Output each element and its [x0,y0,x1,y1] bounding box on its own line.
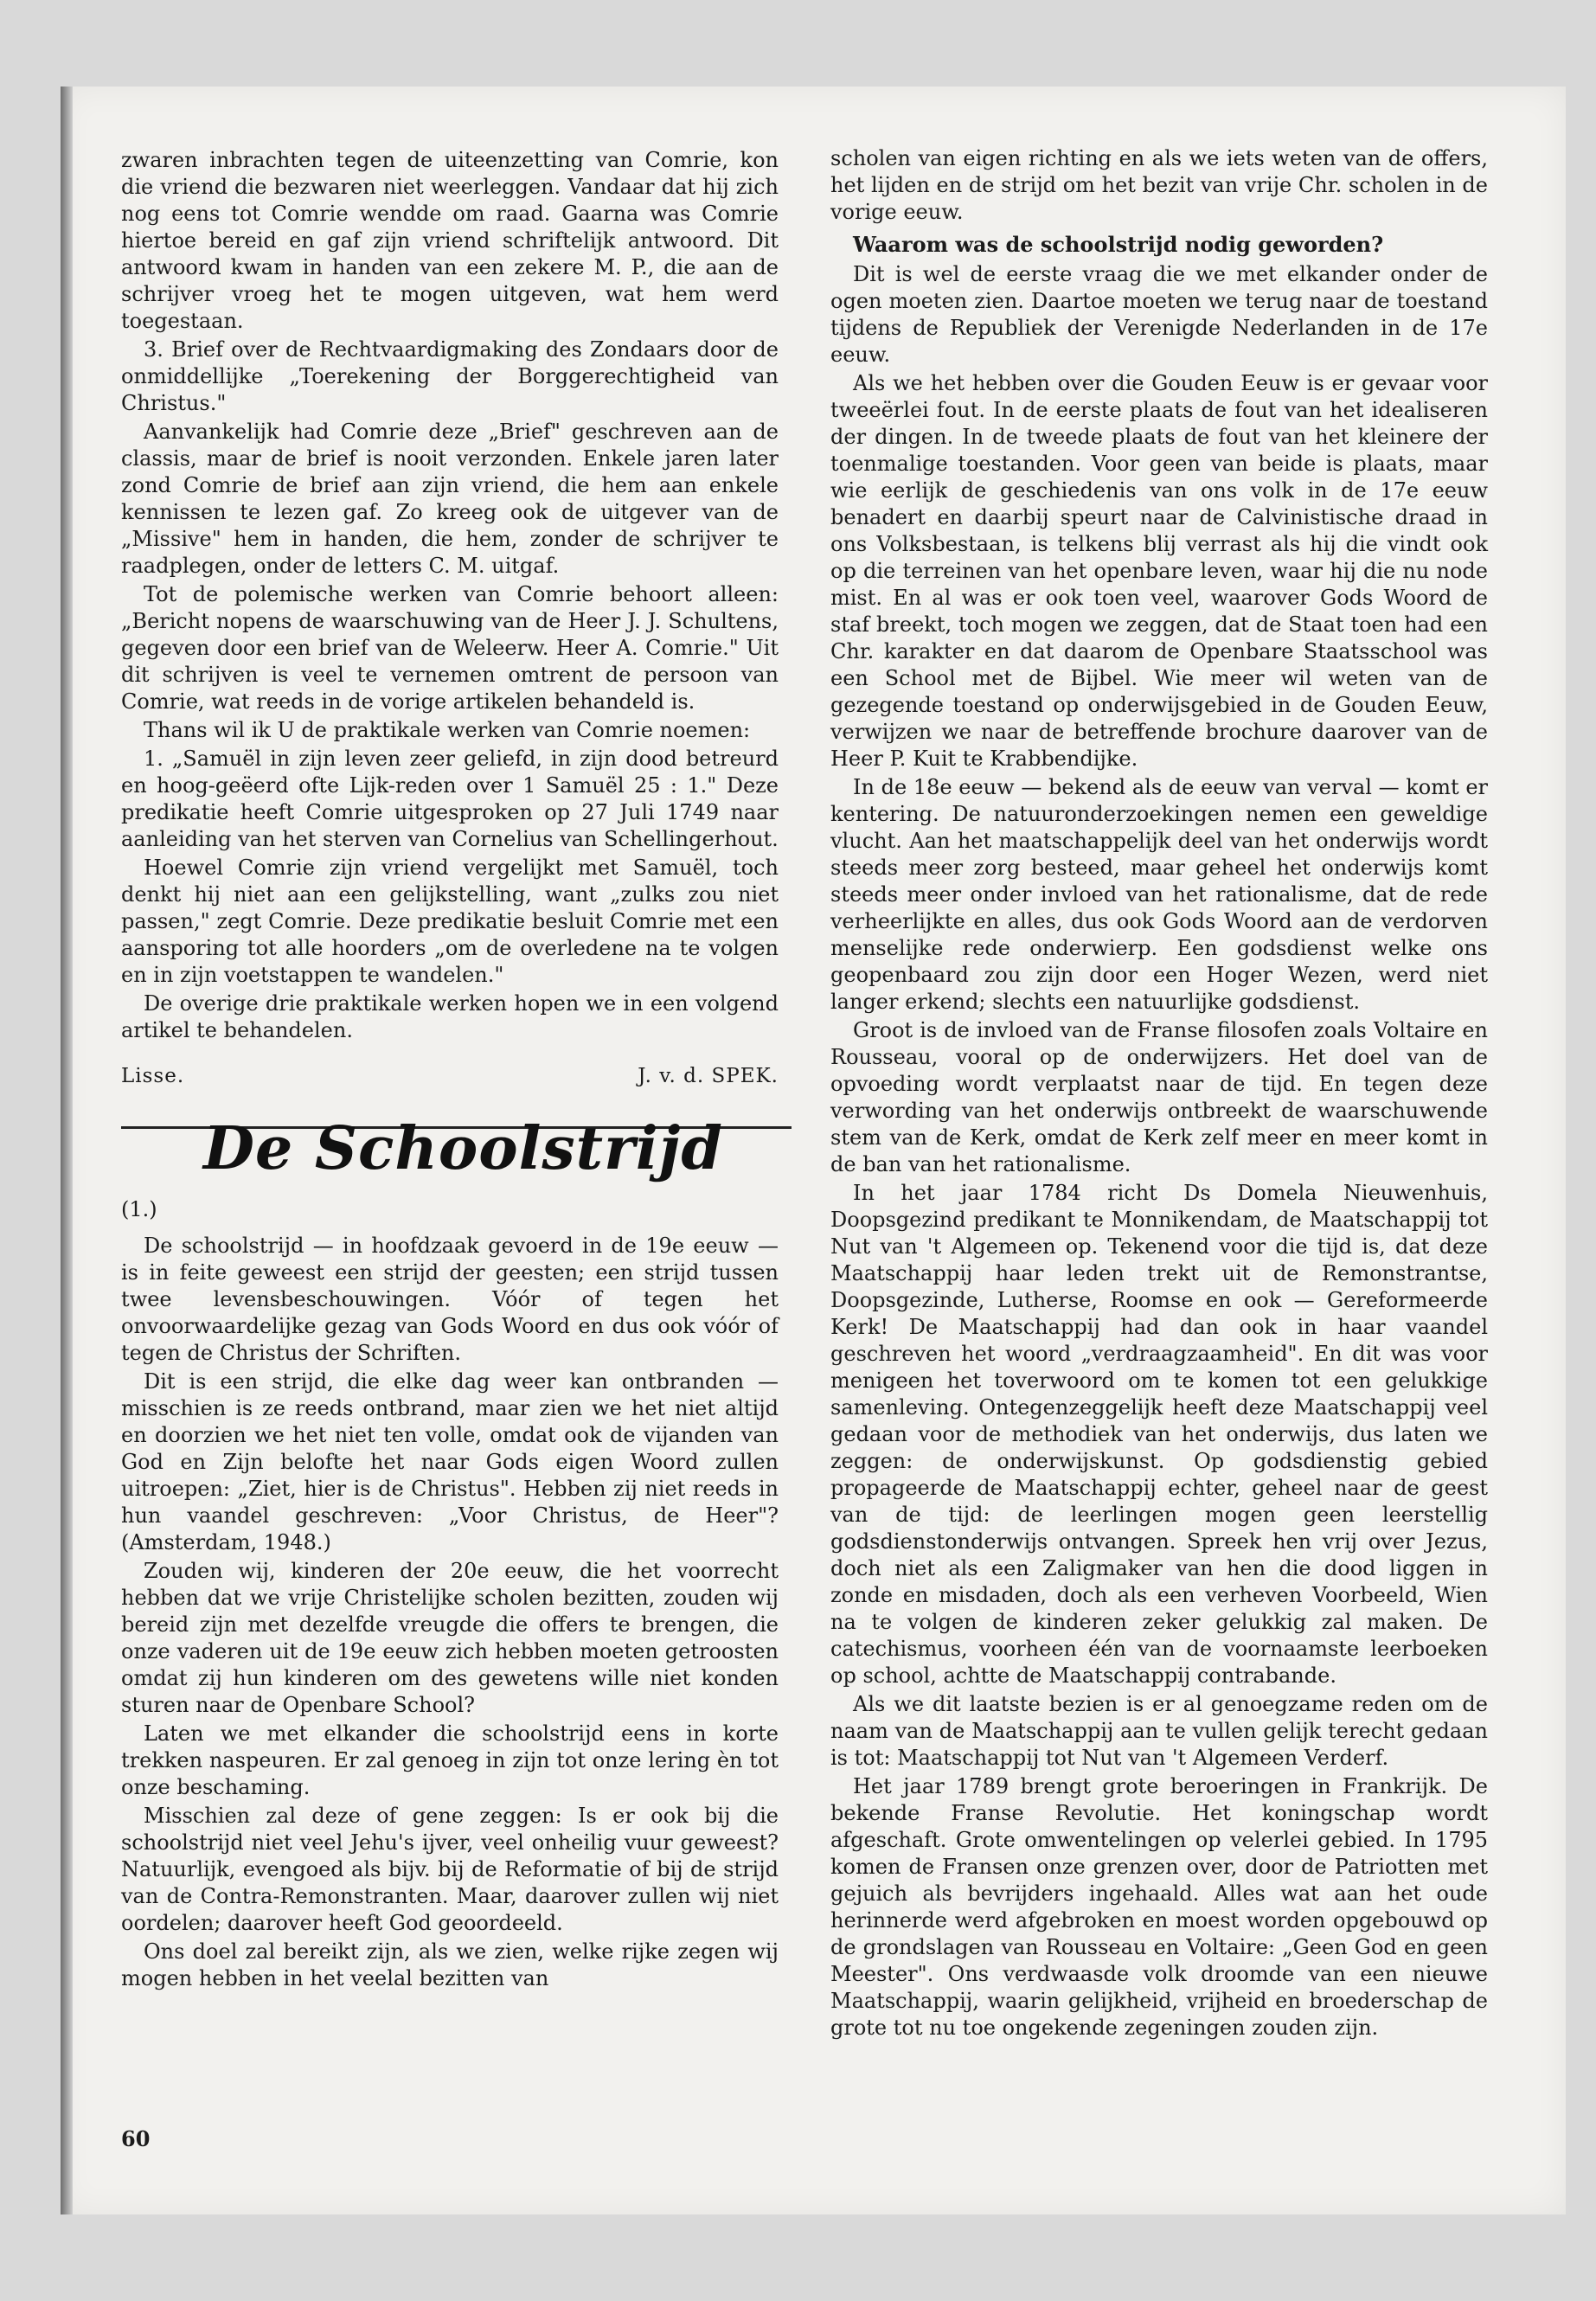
article-title: De Schoolstrijd [203,1114,723,1183]
work-item-1: 1. „Samuël in zijn leven zeer geliefd, in zijn dood betreurd en hoog-geëerd ofte Lijk-reden over 1 Samuël 25 : 1." Deze predikatie heeft Comrie uitgesproken op 27 Juli 1749 naar aanleiding van het sterven van Cornelius van Schellingerhout. [121,747,779,851]
paragraph: Dit is wel de eerste vraag die we met elkander onder de ogen moeten zien. Daartoe moeten we terug naar de toestand tijdens de Republiek der Verenigde Nederlanden in de 17e eeuw. [830,262,1488,367]
paragraph: Als we dit laatste bezien is er al genoegzame reden om de naam van de Maatschappij aan te vullen gelijk terecht gedaan is tot: Maatschappij tot Nut van 't Algemeen Verderf. [830,1692,1488,1770]
paragraph: Zouden wij, kinderen der 20e eeuw, die het voorrecht hebben dat we vrije Christelijke scholen bezitten, zouden wij bereid zijn met dezelfde vreugde die offers te brengen, die onze vaderen uit de 19e eeuw zich hebben moeten getroosten omdat zij hun kinderen om des gewetens wille niet konden sturen naar de Openbare School? [121,1559,779,1717]
paragraph: Aanvankelijk had Comrie deze „Brief" geschreven aan de classis, maar de brief is nooit verzonden. Enkele jaren later zond Comrie de brief aan zijn vriend, die hem aan enkele kennissen te lezen gaf. Zo kreeg ook de uitgever van de „Missive" hem in handen, die hem, zonder de schrijver te raadplegen, onder de letters C. M. uitgaf. [121,420,779,578]
paragraph: Laten we met elkander die schoolstrijd eens in korte trekken naspeuren. Er zal genoeg in zijn tot onze lering èn tot onze beschaming. [121,1721,779,1799]
paragraph: zwaren inbrachten tegen de uiteenzetting van Comrie, kon die vriend die bezwaren niet weerleggen. Vandaar dat hij zich nog eens tot Comrie wendde om raad. Gaarna was Comrie hiertoe bereid en gaf zijn vriend schriftelijk antwoord. Dit antwoord kwam in handen van een zekere M. P., die aan de schrijver vroeg het te mogen uitgeven, wat hem werd toegestaan. [121,148,779,333]
signature-line [121,1063,779,1090]
signature-author: J. v. d. SPEK. [638,1065,779,1087]
page-number: 60 [121,2126,151,2151]
signature-place: Lisse. [121,1065,185,1087]
paragraph: Als we het hebben over die Gouden Eeuw is er gevaar voor tweeërlei fout. In de eerste plaats de fout van het idealiseren der dingen. In de tweede plaats de fout van het kleinere der toenmalige toestanden. Voor geen van beide is plaats, maar wie eerlijk de geschiedenis van ons volk in de 17e eeuw benadert en daarbij speurt naar de Calvinistische draad in ons Volksbestaan, is telkens blij verrast als hij die vindt ook op die terreinen van het openbare leven, waar hij die nu node mist. En al was er ook toen veel, waarover Gods Woord de staf breekt, toch mogen we zeggen, dat de Staat toen had een Chr. karakter en dat daarom de Openbare Staatsschool was een School met de Bijbel. Wie meer wil weten van de gezegende toestand op onderwijsgebied in de Gouden Eeuw, verwijzen we naar de betreffende brochure daarover van de Heer P. Kuit te Krabbendijke. [830,371,1488,771]
paragraph: In het jaar 1784 richt Ds Domela Nieuwenhuis, Doopsgezind predikant te Monnikendam, de Maatschappij tot Nut van 't Algemeen op. Tekenend voor die tijd is, dat deze Maatschappij haar leden trekt uit de Remonstrantse, Doopsgezinde, Lutherse, Roomse en ook — Gereformeerde Kerk! De Maatschappij had dan ook in haar vaandel geschreven het woord „verdraagzaamheid". En dit was voor menigeen het toverwoord om te komen tot een gelukkige samenleving. Ontegenzeggelijk heeft deze Maatschappij veel gedaan voor de methodiek van het onderwijs, dus laten we zeggen: de onderwijskunst. Op godsdienstig gebied propageerde de Maatschappij echter, geheel naar de geest van de tijd: de leerlingen mogen geen leerstellig godsdienstonderwijs ontvangen. Spreek hen vrij over Jezus, doch niet als een Zaligmaker van hen die dood liggen in zonde en misdaden, doch als een verheven Voorbeeld, Wien na te volgen de kinderen zeker gelukkig zal maken. De catechismus, voorheen één van de voornaamste leerboeken op school, achtte de Maatschappij contrabande. [830,1181,1488,1688]
paragraph: scholen van eigen richting en als we iets weten van de offers, het lijden en de strijd om het bezit van vrije Chr. scholen in de vorige eeuw. [830,146,1488,224]
paragraph: De overige drie praktikale werken hopen we in een volgend artikel te behandelen. [121,991,779,1042]
binding-edge [61,87,73,2214]
paragraph: Ons doel zal bereikt zijn, als we zien, welke rijke zegen wij mogen hebben in het veelal bezitten van [121,1939,779,1990]
paragraph: Thans wil ik U de praktikale werken van Comrie noemen: [144,718,751,742]
paragraph: Groot is de invloed van de Franse filosofen zoals Voltaire en Rousseau, vooral op de onderwijzers. Het doel van de opvoeding wordt verplaatst naar de tijd. En tegen deze verwording van het onderwijs ontbreekt de waarschuwende stem van de Kerk, omdat de Kerk zelf meer en meer komt in de ban van het rationalisme. [830,1018,1488,1176]
article-number: (1.) [121,1197,157,1221]
paragraph: Dit is een strijd, die elke dag weer kan ontbranden — misschien is ze reeds ontbrand, maar zien we het niet altijd en doorzien we het niet ten volle, omdat ook de vijanden van God en Zijn belofte het naar Gods eigen Woord zullen uitroepen: „Ziet, hier is de Christus". Hebben zij niet reeds in hun vaandel geschreven: „Voor Christus, de Heer"? (Amsterdam, 1948.) [121,1369,779,1554]
paragraph: Misschien zal deze of gene zeggen: Is er ook bij die schoolstrijd niet veel Jehu's ijver, veel onheilig vuur geweest? Natuurlijk, evengoed als bijv. bij de Reformatie of bij de strijd van de Contra-Remonstranten. Maar, daarover zullen wij niet oordelen; daarover heeft God geoordeeld. [121,1804,779,1935]
paragraph: De schoolstrijd — in hoofdzaak gevoerd in de 19e eeuw — is in feite geweest een strijd der geesten; een strijd tussen twee levensbeschouwingen. Vóór of tegen het onvoorwaardelijke gezag van Gods Woord en dus ook vóór of tegen de Christus der Schriften. [121,1234,779,1365]
paragraph: In de 18e eeuw — bekend als de eeuw van verval — komt er kentering. De natuuronderzoekingen nemen een geweldige vlucht. Aan het maatschappelijk deel van het onderwijs wordt steeds meer zorg besteed, maar geheel het onderwijs komt steeds meer onder invloed van het rationalisme, dat de rede verheerlijkte en alles, dus ook Gods Woord aan de verdorven menselijke rede onderwierp. Een godsdienst welke ons geopenbaard zou zijn door een Hoger Wezen, werd niet langer erkend; slechts een natuurlijke godsdienst. [830,775,1488,1014]
left-column [121,147,779,1994]
paragraph: Hoewel Comrie zijn vriend vergelijkt met Samuël, toch denkt hij niet aan een gelijkstelling, want „zulks zou niet passen," zegt Comrie. Deze predikatie besluit Comrie met een aansporing tot alle hoorders „om de overledene na te volgen en in zijn voetstappen te wandelen." [121,856,779,987]
paragraph: Het jaar 1789 brengt grote beroeringen in Frankrijk. De bekende Franse Revolutie. Het koningschap wordt afgeschaft. Grote omwentelingen op velerlei gebied. In 1795 komen de Fransen onze grenzen over, door de Patriotten met gejuich als bevrijders ingehaald. Alles wat aan het oude herinnerde werd afgebroken en moest worden opgebouwd op de grondslagen van Rousseau en Voltaire: „Geen God en geen Meester". Ons verdwaasde volk droomde van een nieuwe Maatschappij, waarin gelijkheid, vrijheid en broederschap de grote tot nu toe ongekende zegeningen zouden zijn. [830,1774,1488,2040]
right-column [830,145,1488,2043]
work-item-3: 3. Brief over de Rechtvaardigmaking des Zondaars door de onmiddellijke „Toerekening der Borggerechtigheid van Christus." [121,337,779,415]
section-subheading: Waarom was de schoolstrijd nodig geworden? [853,232,1384,257]
article-heading [121,1114,779,1233]
paragraph: Tot de polemische werken van Comrie behoort alleen: „Bericht nopens de waarschuwing van de Heer J. J. Schultens, gegeven door een brief van de Weleerw. Heer A. Comrie." Uit dit schrijven is veel te vernemen omtrent de persoon van Comrie, wat reeds in de vorige artikelen behandeld is. [121,582,779,714]
